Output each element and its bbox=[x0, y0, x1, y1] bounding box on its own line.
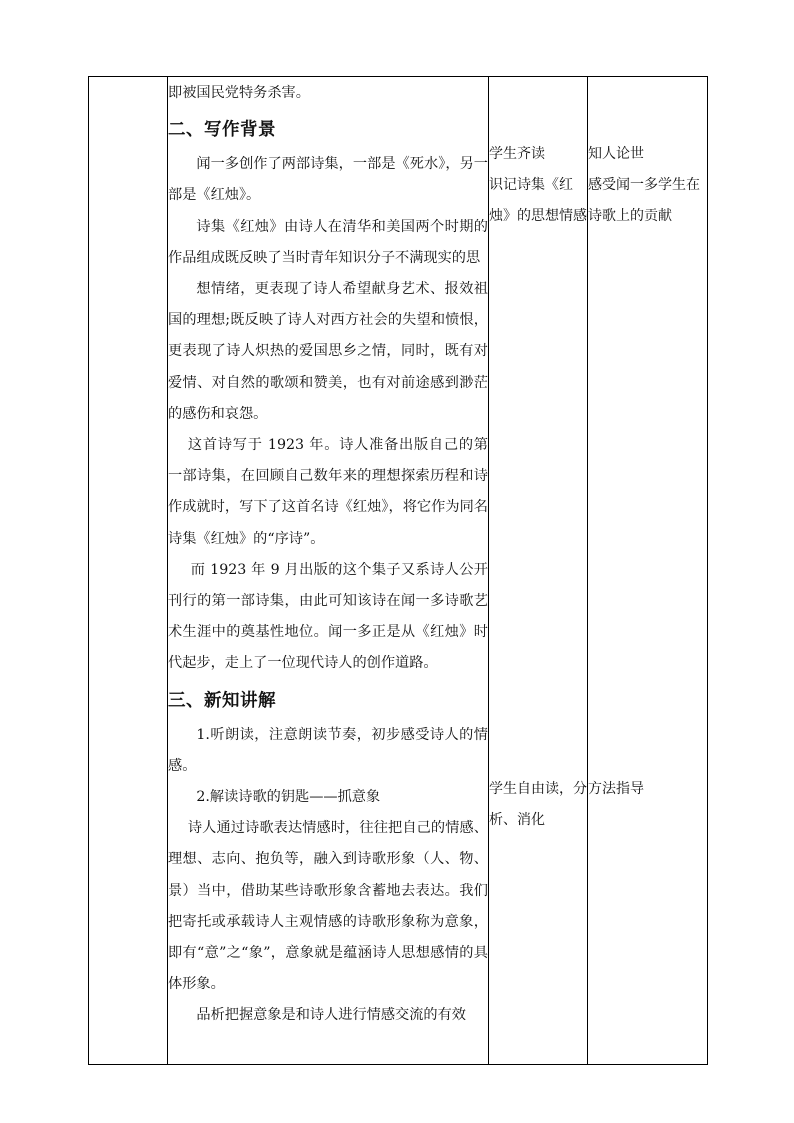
student-activity-read: 学生齐读 bbox=[489, 146, 545, 162]
paragraph-last: 品析把握意象是和诗人进行情感交流的有效 bbox=[196, 1007, 466, 1024]
paragraph-red-candle-b: 想情绪，更表现了诗人希望献身艺术、报效祖国的理想;既反映了诗人对西方社会的失望和愤恨，更表现了诗人炽热的爱国思乡之情，同时，既有对爱情、对自然的歌颂和赞美，也有对前途感到渺茫的感伤和哀怨。 bbox=[168, 281, 488, 422]
paragraph-published: 而 1923 年 9 月出版的这个集子又系诗人公开刊行的第一部诗集，由此可知该诗在闻一多诗歌艺术生涯中的奠基性地位。闻一多正是从《红烛》时代起步，走上了一位现代诗人的创作道路。 bbox=[168, 561, 488, 672]
design-intent-background: 知人论世 bbox=[588, 146, 644, 162]
paragraph-red-candle-a: 诗集《红烛》由诗人在清华和美国两个时期的作品组成既反映了当时青年知识分子不满现实的思 bbox=[168, 218, 488, 266]
paragraph-imagery: 诗人通过诗歌表达情感时，往往把自己的情感、理想、志向、抱负等，融入到诗歌形象（人、物、景）当中，借助某些诗歌形象含蓄地去表达。我们把寄托或承载诗人主观情感的诗歌形象称为意象，即有“意”之“象”，意象就是蕴涵诗人思想感情的具体形象。 bbox=[168, 820, 488, 993]
stage-column-cell bbox=[89, 77, 168, 1065]
design-intent-cell bbox=[588, 77, 708, 1065]
design-intent-contribution: 感受闻一多学生在诗歌上的贡献 bbox=[588, 177, 700, 224]
text-line-top: 即被国民党特务杀害。 bbox=[168, 85, 310, 101]
heading-writing-background: 二、写作背景 bbox=[168, 120, 276, 141]
design-intent-method: 方法指导 bbox=[588, 781, 644, 797]
student-activity-cell bbox=[489, 77, 588, 1065]
heading-new-knowledge: 三、新知讲解 bbox=[168, 690, 276, 711]
teaching-content-cell bbox=[168, 77, 489, 1065]
student-activity-memorize: 识记诗集《红烛》的思想情感 bbox=[489, 177, 587, 224]
student-activity-analyze: 学生自由读，分析、消化 bbox=[489, 781, 587, 828]
lesson-plan-table bbox=[88, 76, 708, 1065]
paragraph-key: 2.解读诗歌的钥匙——抓意象 bbox=[196, 789, 381, 806]
paragraph-collections: 闻一多创作了两部诗集，一部是《死水》，另一部是《红烛》。 bbox=[168, 156, 488, 204]
paragraph-listen: 1.听朗读，注意朗读节奏，初步感受诗人的情感。 bbox=[168, 726, 488, 774]
paragraph-1923: 这首诗写于 1923 年。诗人准备出版自己的第一部诗集，在回顾自己数年来的理想探索历程和诗作成就时，写下了这首名诗《红烛》，将它作为同名诗集《红烛》的“序诗”。 bbox=[168, 437, 488, 547]
